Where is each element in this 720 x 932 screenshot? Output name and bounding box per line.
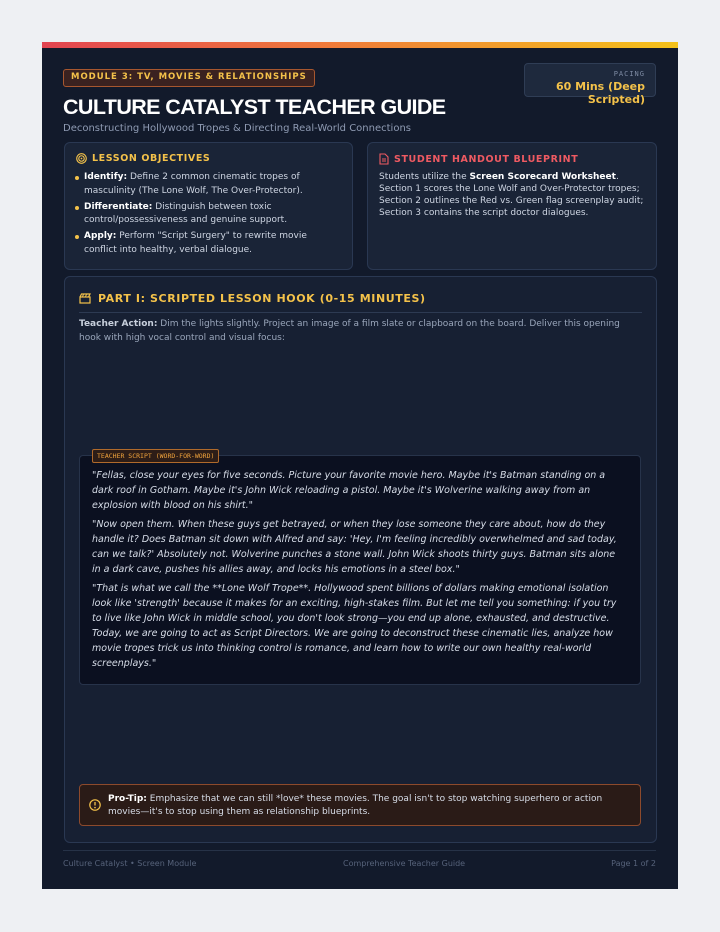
page-subtitle: Deconstructing Hollywood Tropes & Directing Real-World Connections	[63, 123, 411, 134]
script-paragraph: "Now open them. When these guys get betrayed, or when they lose someone they care about, how do they handle it? Does Batman sit down with Alfred and say: 'Hey, I'm feeling incredibly overwhelmed and sad today, can we talk?' Absolutely not. Wolverine punches a stone wall. John Wick shoots thirty guys. Batman sits alone in a dark cave, pushes his allies away, and locks his emotions in a steel box."	[92, 519, 617, 575]
student-handout-heading	[379, 153, 656, 165]
objectives-list	[65, 171, 340, 257]
page-title: CULTURE CATALYST TEACHER GUIDE	[63, 95, 446, 119]
student-handout-title: STUDENT HANDOUT BLUEPRINT	[394, 153, 579, 165]
part-one-heading	[79, 292, 426, 305]
pacing-value: 60 Mins (Deep Scripted)	[555, 80, 645, 106]
part-one-section	[64, 276, 657, 843]
page-header	[42, 48, 678, 142]
guide-page	[42, 42, 678, 889]
lesson-objectives-card	[64, 142, 353, 270]
section-divider	[79, 312, 642, 313]
footer-left: Culture Catalyst • Screen Module	[63, 859, 197, 868]
target-icon	[76, 153, 87, 164]
script-paragraph: "Fellas, close your eyes for five seconds. Picture your favorite movie hero. Maybe it's Batman standing on a dark roof in Gotham. Maybe it's John Wick reloading a pistol. Maybe it's Wolverine walking away from an explosion with blood on his shirt."	[92, 470, 606, 511]
part-one-title: PART I: SCRIPTED LESSON HOOK (0-15 MINUTES)	[98, 292, 426, 305]
handout-description: Students utilize the Screen Scorecard Worksheet. Section 1 scores the Lone Wolf and Over-Protector tropes; Section 2 outlines the Red vs. Green flag screenplay audit; Section 3 contains the script doctor dialogues.	[379, 172, 644, 218]
clapperboard-icon	[79, 293, 91, 304]
teacher-action: Teacher Action: Dim the lights slightly. Project an image of a film slate or clapboard on the board. Deliver this opening hook with high vocal control and visual focus:	[79, 319, 620, 343]
objective-item: Identify: Define 2 common cinematic tropes of masculinity (The Lone Wolf, The Over-Protector).	[84, 171, 340, 198]
footer-center: Comprehensive Teacher Guide	[343, 859, 466, 868]
pacing-label: PACING	[613, 70, 645, 78]
pacing-box	[524, 63, 656, 106]
objective-item: Differentiate: Distinguish between toxic control/possessiveness and genuine support.	[84, 201, 340, 228]
lesson-objectives-heading	[76, 153, 352, 164]
document-icon	[379, 153, 389, 165]
script-paragraph: "That is what we call the **Lone Wolf Trope**. Hollywood spent billions of dollars making emotional isolation look like 'strength' because it makes for an exciting, high-stakes film. But let me tell you something: if you try to live like John Wick in middle school, you don't look strong—you end up alone, exhausted, and destructive. Today, we are going to act as Script Directors. We are going to deconstruct these cinematic lies, analyze how movie tropes trick us into thinking control is romance, and learn how to write our own healthy real-world screenplays."	[92, 583, 617, 669]
teacher-script-box	[79, 452, 641, 685]
alert-circle-icon	[89, 799, 101, 811]
objective-item: Apply: Perform "Script Surgery" to rewrite movie conflict into healthy, verbal dialogue.	[84, 230, 340, 257]
teacher-script-tag: TEACHER SCRIPT (WORD-FOR-WORD)	[92, 449, 219, 463]
page-number: Page 1 of 2	[611, 859, 656, 868]
pro-tip-box	[79, 784, 641, 826]
student-handout-card	[367, 142, 657, 270]
lesson-objectives-title: LESSON OBJECTIVES	[92, 153, 211, 164]
module-badge: MODULE 3: TV, MOVIES & RELATIONSHIPS	[63, 69, 315, 87]
pro-tip-text: Pro-Tip: Emphasize that we can still *love* these movies. The goal isn't to stop watching superhero or action movies—it's to stop using them as relationship blueprints.	[108, 794, 603, 817]
page-footer	[63, 850, 656, 881]
